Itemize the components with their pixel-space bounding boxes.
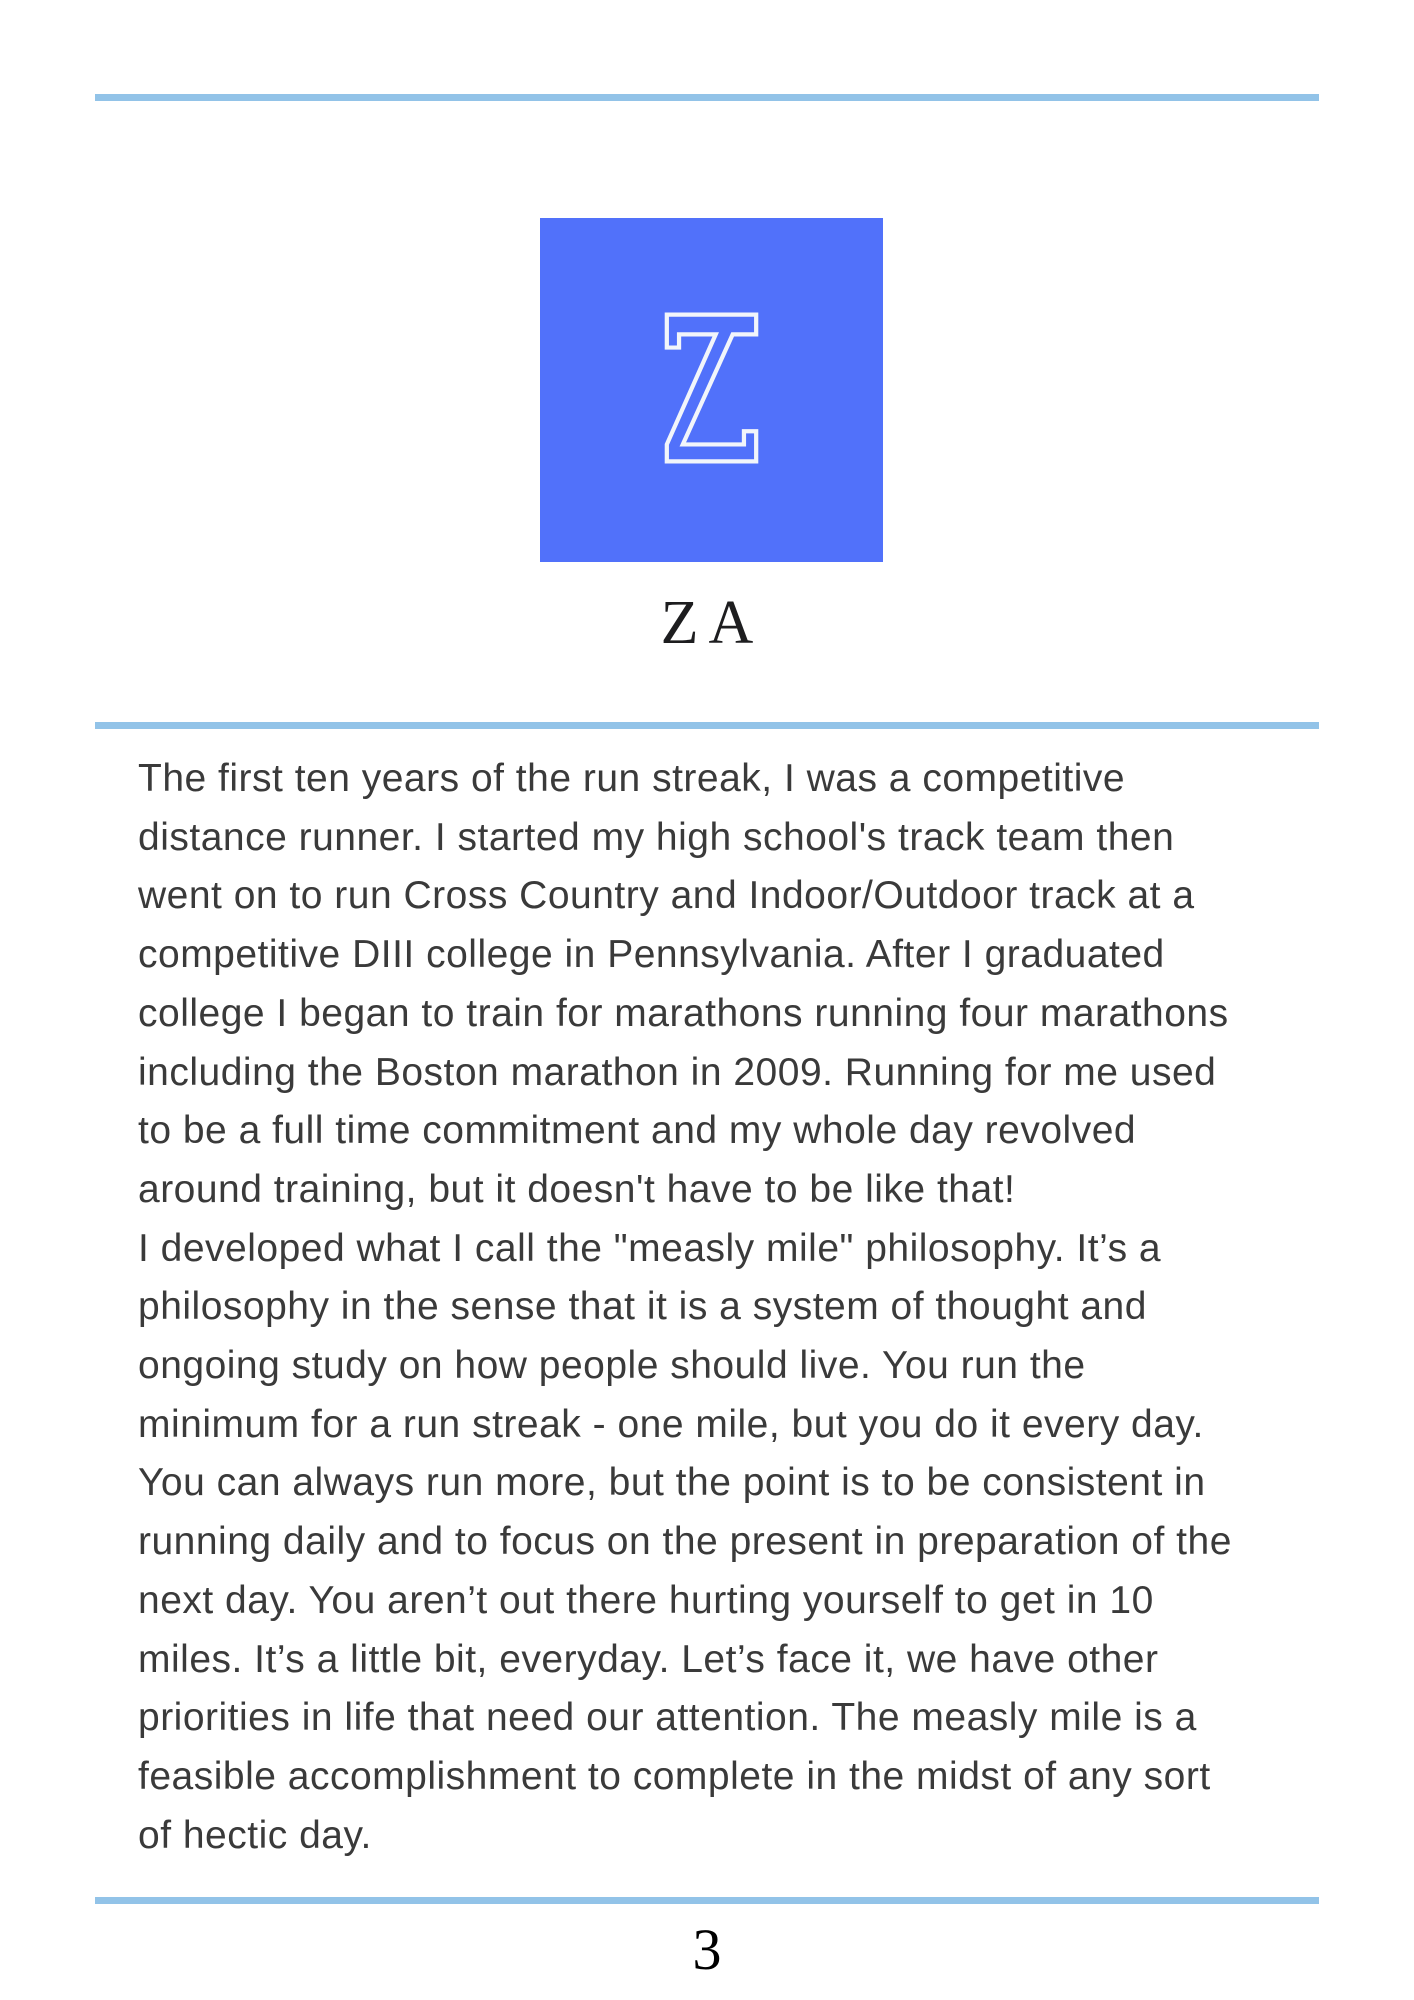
monogram-tile bbox=[540, 218, 883, 562]
paragraph-line: priorities in life that need our attention. The measly mile is a bbox=[138, 1696, 1197, 1740]
paragraph-line: minimum for a run streak - one mile, but you do it every day. bbox=[138, 1402, 1204, 1446]
paragraph-line: miles. It’s a little bit, everyday. Let’s face it, we have other bbox=[138, 1637, 1159, 1681]
paragraph-line: You can always run more, but the point is to be consistent in bbox=[138, 1461, 1206, 1505]
paragraph-line: philosophy in the sense that it is a system of thought and bbox=[138, 1285, 1147, 1329]
paragraph-line: around training, but it doesn't have to be like that! bbox=[138, 1167, 1016, 1211]
page-number: 3 bbox=[692, 1917, 722, 1982]
paragraph-line: to be a full time commitment and my whole day revolved bbox=[138, 1109, 1137, 1153]
page-title: ZA bbox=[660, 589, 764, 657]
paragraph-line: competitive DIII college in Pennsylvania. After I graduated bbox=[138, 933, 1165, 977]
bottom-divider-line bbox=[95, 1897, 1319, 1904]
letter-z-icon bbox=[664, 310, 759, 466]
paragraph-line: running daily and to focus on the present in preparation of the bbox=[138, 1520, 1232, 1564]
paragraph-line: I developed what I call the "measly mile" philosophy. It’s a bbox=[138, 1226, 1162, 1270]
paragraph-line: feasible accomplishment to complete in the midst of any sort bbox=[138, 1754, 1211, 1798]
paragraph-line: distance runner. I started my high school's track team then bbox=[138, 815, 1175, 859]
middle-divider-line bbox=[95, 722, 1319, 729]
paragraph-line: The first ten years of the run streak, I was a competitive bbox=[138, 757, 1126, 800]
paragraph-line: ongoing study on how people should live. You run the bbox=[138, 1344, 1086, 1388]
paragraph-line: including the Boston marathon in 2009. Running for me used bbox=[138, 1050, 1217, 1094]
paragraph-line: next day. You aren’t out there hurting yourself to get in 10 bbox=[138, 1578, 1154, 1622]
paragraph-line: college I began to train for marathons running four marathons bbox=[138, 991, 1229, 1035]
top-divider-line bbox=[95, 94, 1319, 101]
paragraph-line: went on to run Cross Country and Indoor/Outdoor track at a bbox=[138, 874, 1195, 918]
paragraph-line: of hectic day. bbox=[138, 1813, 372, 1857]
letter-z-outline bbox=[667, 315, 756, 462]
body-paragraph bbox=[138, 750, 1338, 1865]
